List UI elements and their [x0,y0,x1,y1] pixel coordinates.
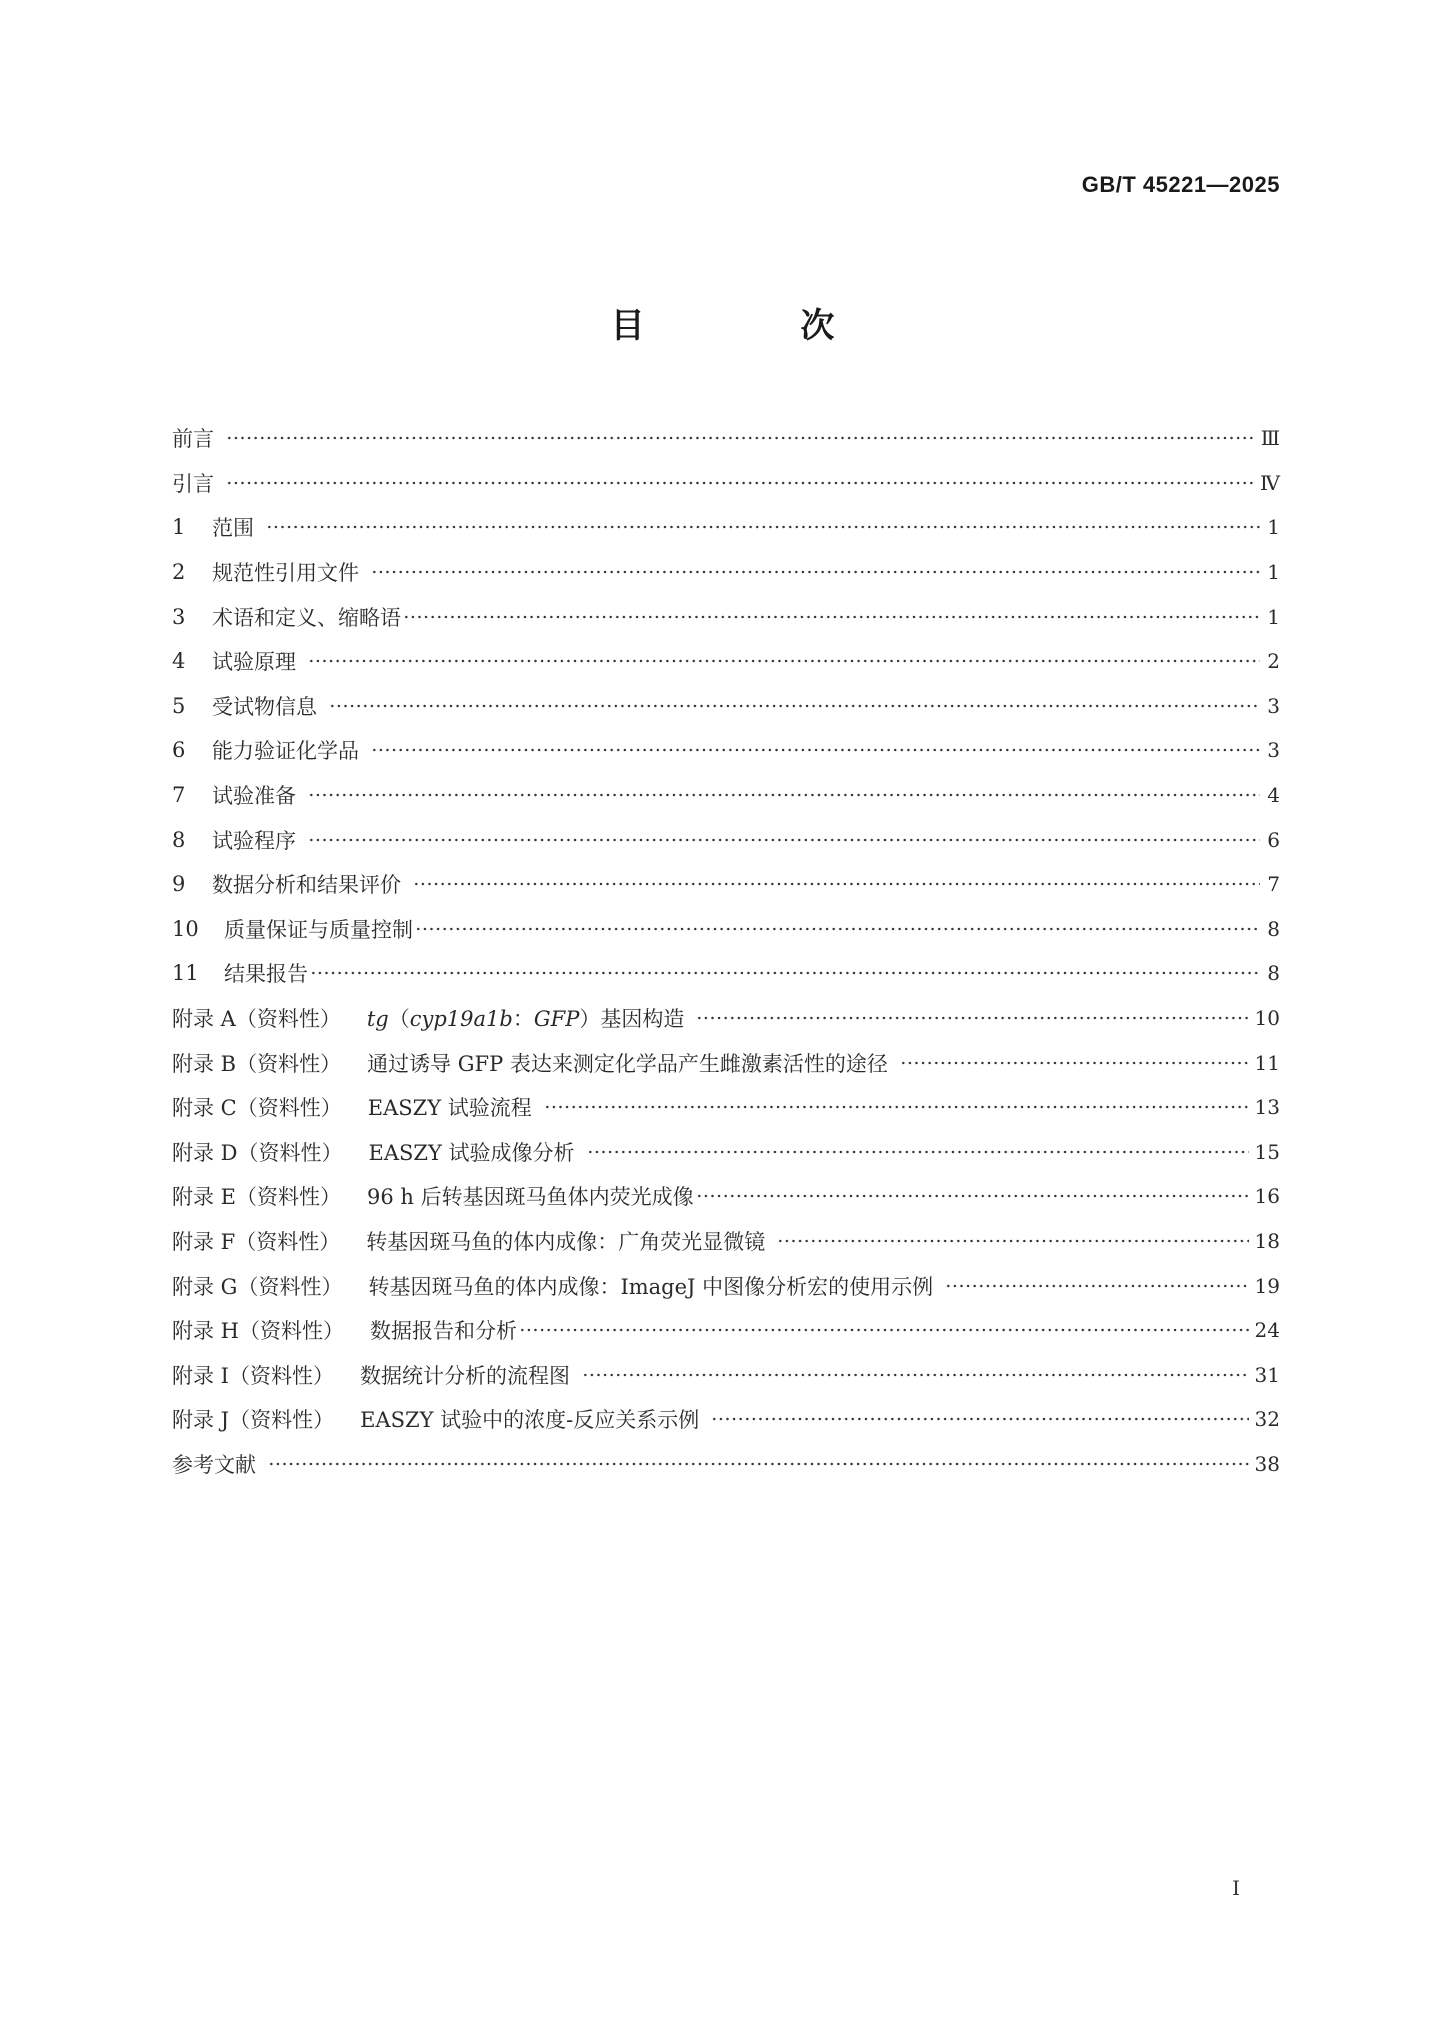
toc-item-page: 4 [1267,783,1280,808]
toc-item-label: 试验程序 [212,828,296,853]
page-number: I [1232,1876,1240,1900]
toc-appendix-prefix: 附录 B（资料性） [172,1051,342,1076]
toc-item-page: 24 [1254,1318,1280,1343]
toc-item-2[interactable] [172,550,1280,595]
page-title: 目 次 [610,306,907,346]
toc-item-label: 试验准备 [212,784,296,809]
toc-item-number: 3 [172,604,186,629]
toc-leader-dots [403,614,1260,620]
toc-item-page: 16 [1254,1184,1280,1209]
toc-leader-dots [371,747,1260,753]
toc-item-page: 15 [1254,1139,1280,1164]
toc-appendix-label: 数据报告和分析 [370,1319,517,1344]
toc-appendix-prefix: 附录 H（资料性） [172,1319,344,1344]
toc-item-number: 2 [172,560,186,585]
toc-item-page: Ⅲ [1260,426,1280,451]
label-italic-part: cyp19a1b [409,1007,513,1032]
label-part: （ [388,1007,410,1032]
toc-item-references[interactable] [172,1442,1280,1487]
toc-leader-dots [308,658,1260,664]
toc-item-foreword[interactable] [172,416,1280,461]
toc-item-page: 18 [1254,1228,1280,1253]
toc-appendix-label: EASZY 试验流程 [367,1096,532,1121]
toc-item-page: 19 [1254,1273,1280,1298]
label-part: ： [512,1007,534,1032]
toc-item-page: Ⅳ [1260,470,1280,495]
toc-appendix-prefix: 附录 I（资料性） [172,1363,334,1388]
toc-leader-dots [587,1149,1249,1155]
toc-leader-dots [544,1104,1249,1110]
toc-item-4[interactable] [172,639,1280,684]
toc-leader-dots [696,1193,1249,1199]
toc-leader-dots [308,792,1260,798]
toc-item-number: 11 [172,961,199,986]
toc-item-number: 7 [172,783,186,808]
toc-item-7[interactable] [172,773,1280,818]
standard-code: GB/T 45221—2025 [1081,172,1280,197]
toc-item-label: 受试物信息 [212,694,317,719]
toc-appendix-prefix: 附录 G（资料性） [172,1274,343,1299]
toc-item-page: 13 [1254,1095,1280,1120]
toc-appendix-j[interactable] [172,1397,1280,1442]
toc-item-page: 1 [1267,560,1280,585]
toc-item-number: 9 [172,872,186,897]
toc-appendix-prefix: 附录 F（资料性） [172,1229,341,1254]
toc-appendix-prefix: 附录 D（资料性） [172,1140,343,1165]
toc-item-10[interactable] [172,907,1280,952]
toc-item-label: 范围 [212,516,254,541]
toc-leader-dots [268,1461,1249,1467]
toc-item-5[interactable] [172,684,1280,729]
toc-appendix-d[interactable] [172,1130,1280,1175]
toc-appendix-a[interactable] [172,996,1280,1041]
toc-appendix-b[interactable] [172,1040,1280,1085]
toc-item-label: 参考文献 [172,1452,256,1477]
toc-leader-dots [696,1015,1248,1021]
toc-item-label: 规范性引用文件 [212,561,359,586]
toc-leader-dots [711,1416,1248,1422]
toc-appendix-i[interactable] [172,1352,1280,1397]
toc-item-number: 5 [172,693,186,718]
label-italic-part: tg [366,1007,389,1032]
toc-item-8[interactable] [172,817,1280,862]
toc-item-page: 31 [1254,1362,1280,1387]
toc-item-page: 8 [1267,916,1280,941]
toc-appendix-label: 96 h 后转基因斑马鱼体内荧光成像 [367,1185,694,1210]
toc-leader-dots [329,703,1260,709]
toc-item-number: 1 [172,515,186,540]
toc-item-number: 4 [172,649,186,674]
toc-item-page: 10 [1254,1006,1280,1031]
toc-appendix-label: EASZY 试验中的浓度-反应关系示例 [360,1408,700,1433]
toc-appendix-e[interactable] [172,1174,1280,1219]
toc-appendix-label [367,1003,685,1033]
toc-appendix-label: 转基因斑马鱼的体内成像：ImageJ 中图像分析宏的使用示例 [368,1274,934,1299]
toc-appendix-h[interactable] [172,1308,1280,1353]
toc-appendix-c[interactable] [172,1085,1280,1130]
toc-item-label: 数据分析和结果评价 [212,873,401,898]
toc-item-number: 10 [172,916,199,941]
toc-appendix-label: 通过诱导 GFP 表达来测定化学品产生雌激素活性的途径 [367,1051,888,1076]
toc-item-page: 38 [1254,1451,1280,1476]
toc-item-6[interactable] [172,728,1280,773]
toc-item-label: 前言 [172,427,214,452]
toc-item-label: 质量保证与质量控制 [224,917,413,942]
toc-item-introduction[interactable] [172,461,1280,506]
toc-item-page: 1 [1267,604,1280,629]
toc-appendix-prefix: 附录 E（资料性） [172,1185,342,1210]
toc-item-number: 6 [172,738,186,763]
toc-item-11[interactable] [172,951,1280,996]
toc-item-page: 11 [1254,1050,1280,1075]
toc-leader-dots [900,1060,1249,1066]
table-of-contents [172,416,1280,1486]
toc-leader-dots [308,837,1260,843]
toc-appendix-g[interactable] [172,1263,1280,1308]
toc-item-page: 3 [1267,738,1280,763]
toc-appendix-label: 数据统计分析的流程图 [359,1363,570,1388]
toc-item-page: 2 [1267,649,1280,674]
toc-appendix-prefix: 附录 C（资料性） [172,1096,342,1121]
toc-item-label: 术语和定义、缩略语 [212,605,401,630]
toc-item-label: 能力验证化学品 [212,739,359,764]
toc-appendix-label: EASZY 试验成像分析 [368,1140,575,1165]
toc-leader-dots [266,524,1260,530]
toc-item-1[interactable] [172,505,1280,550]
toc-appendix-prefix: 附录 J（资料性） [172,1408,335,1433]
toc-leader-dots [413,881,1260,887]
toc-leader-dots [226,435,1255,441]
toc-item-label: 试验原理 [212,650,296,675]
toc-leader-dots [415,926,1260,932]
toc-item-page: 6 [1267,827,1280,852]
toc-appendix-prefix: 附录 A（资料性） [172,1007,341,1032]
toc-item-page: 8 [1267,961,1280,986]
toc-leader-dots [226,480,1254,486]
label-italic-part: GFP [533,1007,580,1032]
toc-item-label: 引言 [172,471,214,496]
toc-leader-dots [310,970,1260,976]
toc-item-3[interactable] [172,594,1280,639]
toc-item-page: 32 [1254,1407,1280,1432]
toc-leader-dots [519,1327,1249,1333]
toc-leader-dots [945,1283,1248,1289]
toc-item-page: 1 [1267,515,1280,540]
toc-item-page: 7 [1267,872,1280,897]
toc-item-number: 8 [172,827,186,852]
label-part: ）基因构造 [579,1007,685,1032]
toc-leader-dots [371,569,1260,575]
toc-appendix-f[interactable] [172,1219,1280,1264]
toc-item-label: 结果报告 [224,962,308,987]
toc-item-page: 3 [1267,693,1280,718]
toc-leader-dots [582,1372,1249,1378]
toc-item-9[interactable] [172,862,1280,907]
toc-appendix-label: 转基因斑马鱼的体内成像：广角荧光显微镜 [366,1229,766,1254]
toc-leader-dots [777,1238,1248,1244]
